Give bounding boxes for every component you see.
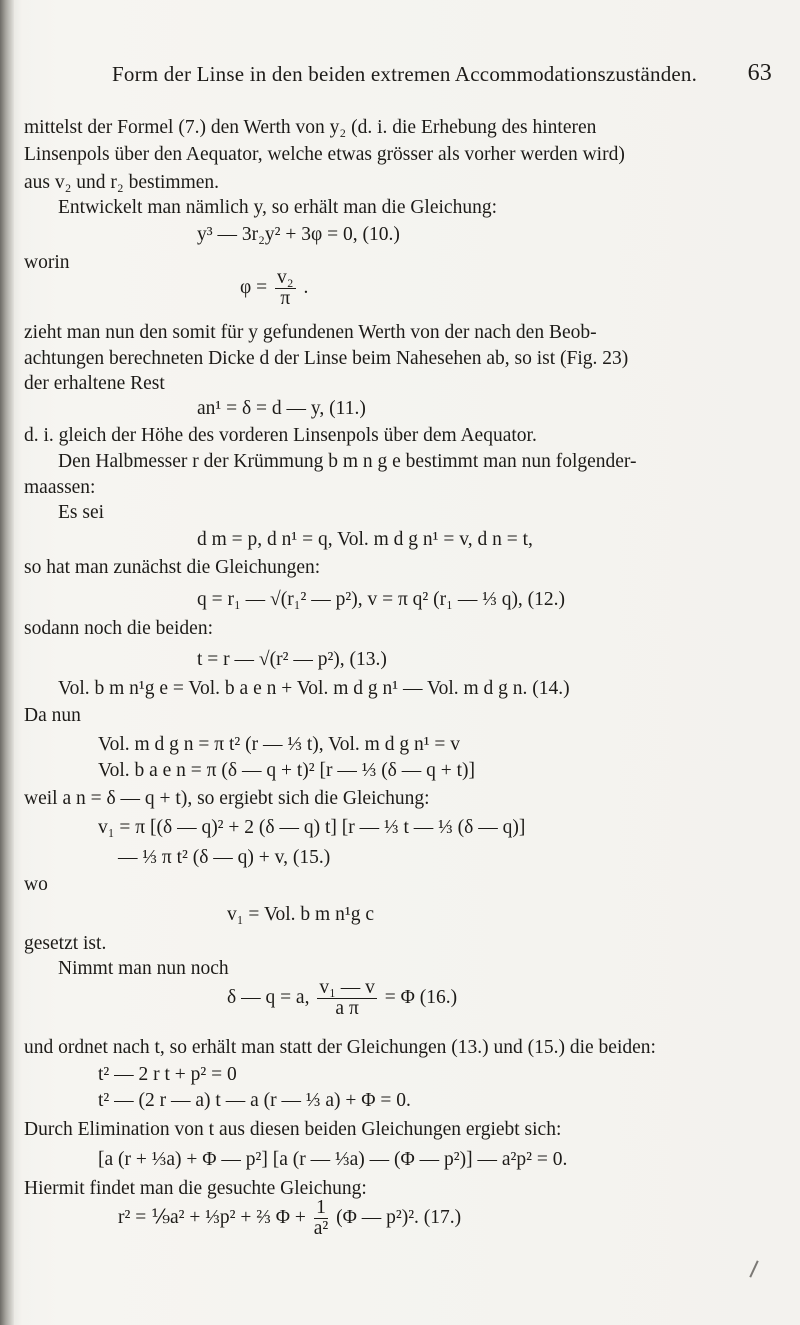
equation-11: an¹ = δ = d — y, (11.) (197, 398, 366, 419)
equation-14: Vol. b m n¹g e = Vol. b a e n + Vol. m d g n¹ — Vol. m d g n. (14.) (58, 678, 570, 699)
equation-17-rhs: (Φ — p²)². (17.) (336, 1206, 462, 1228)
equation-15-part2: — ⅓ π t² (δ — q) + v, (15.) (118, 847, 331, 868)
definitions-line: d m = p, d n¹ = q, Vol. m d g n¹ = v, d n = t, (197, 529, 533, 550)
equation-16-denominator: a π (335, 998, 359, 1019)
equation-17-denominator: a² (313, 1218, 329, 1239)
text-line: achtungen berechneten Dicke d der Linse beim Nahesehen ab, so ist (Fig. 23) (24, 348, 629, 369)
equation-phi-denominator: π (280, 288, 291, 309)
equation-12: q = r₁ — √(r₁² — p²), v = π q² (r₁ — ⅓ q), (12.) (197, 589, 566, 610)
text-line: maassen: (24, 477, 96, 498)
equation-16-lhs: δ — q = a, (227, 986, 310, 1008)
page-number: 63 (747, 60, 772, 86)
book-spine (0, 0, 14, 1325)
running-title: Form der Linse in den beiden extremen Accommodationszuständen. (112, 62, 698, 86)
equation-phi-tail: . (303, 276, 309, 298)
equation-17-fraction (314, 1198, 329, 1239)
volume-equation-line: Vol. b a e n = π (δ — q + t)² [r — ⅓ (δ — q + t)] (98, 760, 476, 781)
equation-17-numerator: 1 (314, 1198, 329, 1219)
equation-13: t = r — √(r² — p²), (13.) (197, 649, 387, 670)
text-line: worin (24, 252, 70, 273)
equation-16-numerator: v₁ — v (319, 977, 375, 998)
equation-16-rhs: = Φ (16.) (384, 986, 458, 1008)
text-line: der erhaltene Rest (24, 373, 165, 394)
volume-equation-line: Vol. m d g n = π t² (r — ⅓ t), Vol. m d g n¹ = v (98, 734, 461, 755)
text-line: so hat man zunächst die Gleichungen: (24, 557, 321, 578)
text-line: Linsenpols über den Aequator, welche etwas grösser als vorher werden wird) (24, 144, 625, 165)
text-line: Da nun (24, 705, 81, 726)
text-line: wo (24, 874, 48, 895)
equation-phi-fraction (275, 268, 296, 309)
v1-definition: v₁ = Vol. b m n¹g c (227, 904, 374, 925)
pencil-mark (749, 1260, 758, 1277)
text-line: Es sei (58, 502, 105, 523)
text-line: Entwickelt man nämlich y, so erhält man die Gleichung: (58, 197, 497, 218)
equation-16-fraction (317, 978, 377, 1019)
text-line: und ordnet nach t, so erhält man statt der Gleichungen (13.) und (15.) die beiden: (24, 1037, 656, 1058)
elimination-equation: [a (r + ⅓a) + Φ — p²] [a (r — ⅓a) — (Φ — p²)] — a²p² = 0. (98, 1149, 568, 1170)
text-line: zieht man nun den somit für y gefundenen Werth von der nach den Beob- (24, 322, 597, 343)
text-line: sodann noch die beiden: (24, 618, 213, 639)
equation-16 (227, 978, 457, 1019)
equation-phi-numerator: v₂ (277, 267, 294, 288)
quadratic-1: t² — 2 r t + p² = 0 (98, 1064, 237, 1085)
text-line: Durch Elimination von t aus diesen beiden Gleichungen ergiebt sich: (24, 1119, 562, 1140)
equation-17 (118, 1198, 461, 1239)
text-line: d. i. gleich der Höhe des vorderen Linsenpols über dem Aequator. (24, 425, 537, 446)
equation-10: y³ — 3r₂y² + 3φ = 0, (10.) (197, 224, 400, 245)
equation-15-part1: v₁ = π [(δ — q)² + 2 (δ — q) t] [r — ⅓ t — ⅓ (δ — q)] (98, 817, 526, 838)
text-line: Den Halbmesser r der Krümmung b m n g e bestimmt man nun folgender- (58, 451, 637, 472)
text-line: mittelst der Formel (7.) den Werth von y₂ (d. i. die Erhebung des hinteren (24, 117, 597, 138)
quadratic-2: t² — (2 r — a) t — a (r — ⅓ a) + Φ = 0. (98, 1090, 411, 1111)
equation-phi-lhs: φ = (240, 276, 268, 298)
text-line: aus v₂ und r₂ bestimmen. (24, 172, 220, 193)
equation-phi (240, 268, 308, 309)
page-header (112, 62, 772, 94)
text-line: gesetzt ist. (24, 933, 107, 954)
equation-17-lhs: r² = ⅑a² + ⅓p² + ⅔ Φ + (118, 1206, 306, 1228)
text-line: Hiermit findet man die gesuchte Gleichung: (24, 1178, 367, 1199)
text-line: weil a n = δ — q + t), so ergiebt sich die Gleichung: (24, 788, 430, 809)
text-line: Nimmt man nun noch (58, 958, 229, 979)
